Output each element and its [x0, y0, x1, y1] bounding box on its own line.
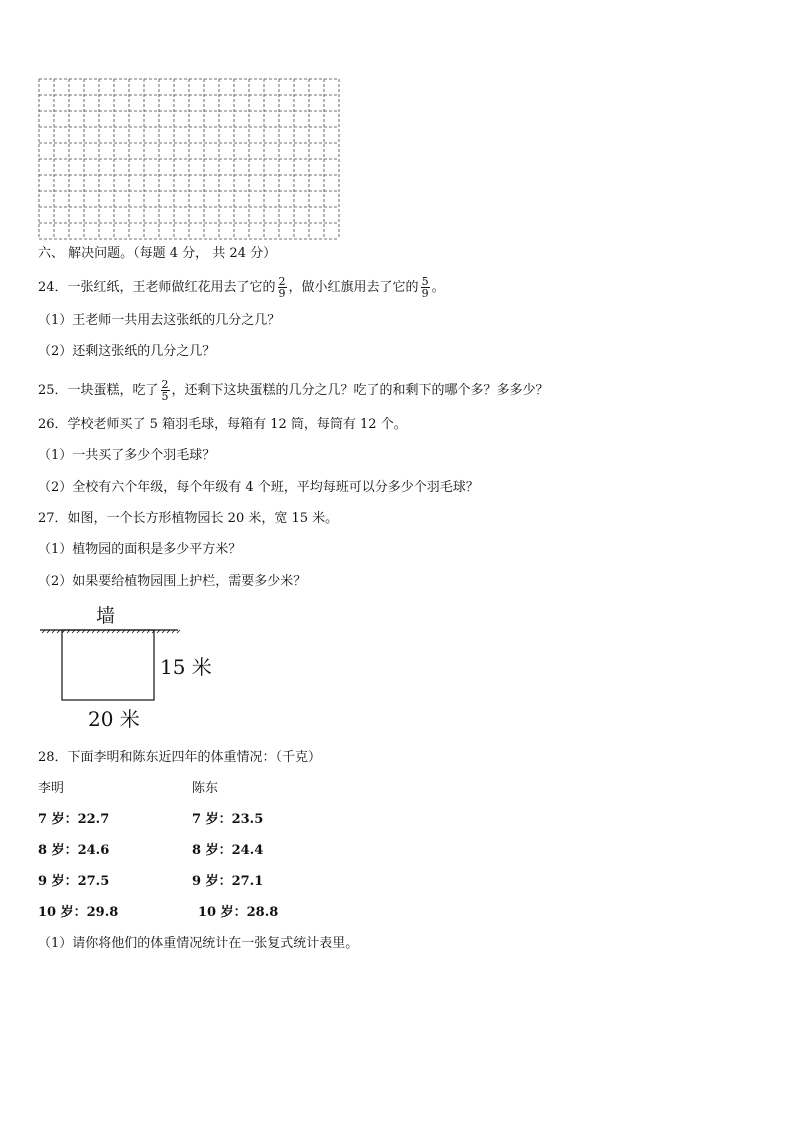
q27-sub2: （2）如果要给植物园围上护栏，需要多少米？: [38, 574, 307, 589]
q27-sub1: （1）植物园的面积是多少平方米？: [38, 542, 242, 557]
q24-text-end: 。: [431, 280, 445, 295]
q24-text-middle: ，做小红旗用去了它的: [288, 280, 419, 295]
li-ming-row-1: 7 岁：22.7: [38, 812, 110, 827]
chen-dong-row-4: 10 岁：28.8: [198, 905, 279, 920]
q25-text-start: 25．一块蛋糕，吃了: [38, 383, 159, 398]
garden-rectangle: [62, 630, 154, 700]
name-chen-dong: 陈东: [192, 781, 219, 796]
section-title: 六、 解决问题。（每题 4 分， 共 24 分）: [38, 246, 277, 261]
fraction-2-9: $\frac{2}{9}$: [278, 275, 286, 300]
q25-text-end: ，还剩下这块蛋糕的几分之几？吃了的和剩下的哪个多？多多少？: [171, 383, 549, 398]
fraction-2-5: $\frac{2}{5}$: [161, 378, 169, 403]
drawing-grid: [38, 78, 340, 240]
li-ming-row-4: 10 岁：29.8: [38, 905, 119, 920]
question-26: 26．学校老师买了 5 箱羽毛球，每箱有 12 筒，每筒有 12 个。: [38, 417, 407, 432]
question-24: [38, 276, 445, 299]
name-li-ming: 李明: [38, 781, 65, 796]
li-ming-row-3: 9 岁：27.5: [38, 874, 110, 889]
wall-label: 墙: [96, 605, 116, 627]
li-ming-row-2: 8 岁：24.6: [38, 843, 110, 858]
chen-dong-row-2: 8 岁：24.4: [192, 843, 264, 858]
q24-sub2: （2）还剩这张纸的几分之几？: [38, 344, 216, 359]
question-28: 28．下面李明和陈东近四年的体重情况：（千克）: [38, 750, 322, 765]
chen-dong-row-1: 7 岁：23.5: [192, 812, 264, 827]
q24-sub1: （1）王老师一共用去这张纸的几分之几？: [38, 313, 281, 328]
q26-sub1: （1）一共买了多少个羽毛球？: [38, 448, 216, 463]
q24-text-start: 24．一张红纸，王老师做红花用去了它的: [38, 280, 276, 295]
fraction-5-9: $\frac{5}{9}$: [421, 275, 429, 300]
garden-figure: [38, 600, 238, 735]
length-label: 20 米: [88, 707, 140, 731]
q28-sub1: （1）请你将他们的体重情况统计在一张复式统计表里。: [38, 936, 359, 951]
chen-dong-row-3: 9 岁：27.1: [192, 874, 264, 889]
question-27: 27．如图，一个长方形植物园长 20 米，宽 15 米。: [38, 511, 339, 526]
q26-sub2: （2）全校有六个年级，每个年级有 4 个班，平均每班可以分多少个羽毛球？: [38, 480, 479, 495]
width-label: 15 米: [160, 655, 212, 679]
question-25: [38, 379, 549, 402]
